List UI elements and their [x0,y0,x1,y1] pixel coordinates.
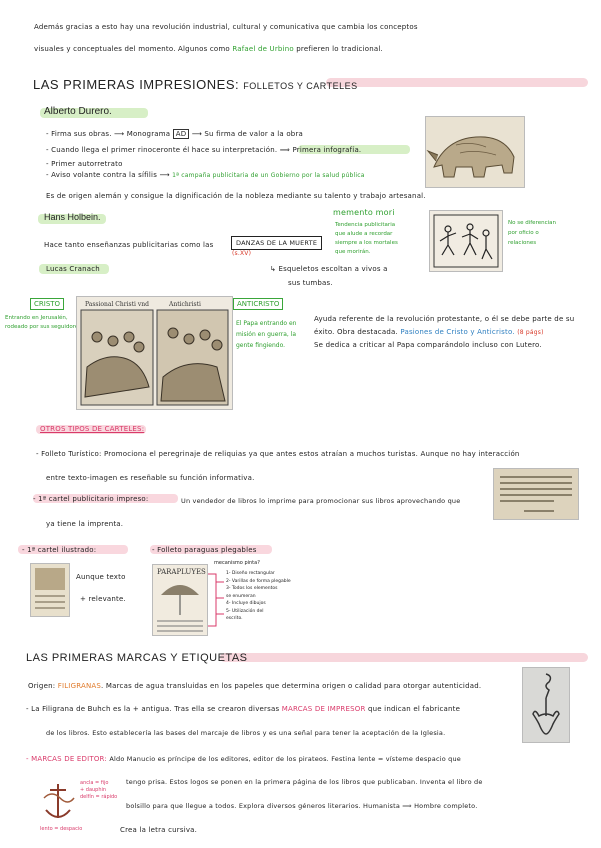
cartel-ilustrado-label: - 1ª cartel ilustrado: [22,546,97,554]
durero-b4-green: 1ª campaña publicitaria de un Gobierno por la salud pública [172,172,365,179]
editor-line-4: Crea la letra cursiva. [120,826,198,834]
origen-text: . Marcas de agua transluidas en los papeles que determina origen o calidad para otorgar autenticidad. [101,682,482,690]
anticristo-note-line: gente fingiendo. [236,342,286,349]
editor-text: Aldo Manucio es príncipe de los editores, editor de los pirateos. Festina lente = vísteme despacio que [109,755,462,763]
section1-title-sub: FOLLETOS Y CARTELES [243,81,358,91]
cartel1-text-2: ya tiene la imprenta. [46,520,124,528]
durero-bullet-4 [46,171,365,179]
rhinoceros-woodcut-image [425,116,525,188]
intro-highlight: Rafael de Urbino [232,45,294,53]
durero-name: Alberto Durero. [44,106,112,117]
woodcut-caption-right: Antichristi [169,301,201,308]
anchor-note: ancla = fijo [80,780,109,786]
cristo-note [5,314,81,332]
section1-title [33,77,358,92]
cranach-name: Lucas Cranach [46,265,100,273]
woodcut-caption-left: Passional Christi vnd [85,301,149,308]
anchor-note: + dauphin [80,787,107,793]
cristo-note-line: rodeado por sus seguidores [5,324,82,330]
filigrana-pink: MARCAS DE IMPRESOR [281,705,366,713]
origen-label: Origen: [28,682,56,690]
durero-bullet-2 [46,146,361,154]
ilustrado-note-2: + relevante. [80,595,126,603]
side-note-line: por oficio o [508,230,539,236]
anticristo-note-line: El Papa entrando en [236,320,297,327]
anticristo-label: ANTICRISTO [233,298,283,310]
cristo-label: CRISTO [30,298,64,310]
section2-title: LAS PRIMERAS MARCAS Y ETIQUETAS [26,652,248,664]
durero-b4-text: - Aviso volante contra la sífilis ⟶ [46,171,170,179]
editor-label: - MARCAS DE EDITOR: [26,755,107,763]
cranach-desc-3: Se dedica a criticar al Papa comparándolo incluso con Lutero. [314,341,542,349]
otros-title: OTROS TIPOS DE CARTELES: [40,425,145,433]
cranach-desc-2-text: éxito. Obra destacada. [314,328,398,336]
danza-muerte-image [429,210,503,272]
cartel1-label: - 1ª cartel publicitario impreso: [33,495,149,503]
editor-line-3: bolsillo para que llegue a todos. Explora diversos géneros literarios. Humanista ⟹ Hombre completo. [126,802,478,810]
folleto-turistico: - Folleto Turístico: Promociona el peregrinaje de reliquias ya que antes estos atraían a muchos turistas. Aunque no hay interacción [36,450,520,458]
memento-notes [335,221,398,257]
paraplueyes-poster-image [152,564,208,636]
cranach-desc-1: Ayuda referente de la revolución protestante, o él se debe parte de su [314,315,575,323]
editor-line-2: tengo prisa. Estos logos se ponen en la primera página de los libros que publicaban. Inventa el libro de [126,778,483,786]
paraguas-notes [226,570,291,623]
origen-highlight: FILIGRANAS [57,682,102,690]
memento-title: memento mori [333,208,395,217]
cranach-desc-2-highlight: Pasiones de Cristo y Anticristo. [400,328,515,336]
paraplueyes-caption: PARAPLUYES [157,568,206,576]
durero-b2-highlight: Primera infografía. [292,146,362,154]
ilustrado-note-1: Aunque texto [76,573,126,581]
paraguas-note: 4- Incluye dibujos [226,601,266,606]
filigrana-end: que indican el fabricante [367,705,461,713]
cranach-desc-2 [314,328,544,336]
paraguas-note: escrito. [226,616,243,621]
durero-b1-end: ⟶ Su firma de valor a la obra [191,130,304,138]
memento-line: que morirán. [335,249,371,255]
holbein-text: Hace tanto enseñanzas publicitarias como las [44,241,214,249]
paraguas-bracket-icon [206,570,226,630]
origen-line [28,682,481,690]
passional-christi-woodcut-image [76,296,233,410]
section1-title-bar [326,78,588,87]
paraguas-note: se enumeran [226,593,256,599]
filigrana-line-1 [26,705,460,713]
durero-b2-text: - Cuando llega el primer rinoceronte él hace su interpretación. ⟹ [46,146,291,154]
caxton-advert-image [493,468,579,520]
bull-watermark-image [522,667,570,743]
section2-title-bar [220,653,588,662]
paraguas-sub: mecanismo pinta? [214,560,260,566]
paraguas-note: 5- Utilización del [226,608,264,614]
memento-line: que alude a recordar [335,231,393,237]
paraguas-label: - Folleto paraguas plegables [152,546,257,554]
durero-bullet-3: - Primer autorretrato [46,160,123,168]
anchor-note: delfín = rápido [80,794,118,800]
section1-title-main: LAS PRIMERAS IMPRESIONES: [33,77,240,92]
cranach-desc-2-pages: (8 págs) [517,329,544,336]
folleto-turistico-2: entre texto-imagen es reseñable su función informativa. [46,474,255,482]
durero-b1-text: - Firma sus obras. ⟶ Monograma [46,130,171,138]
paraguas-note: 1- Diseño rectangular [226,571,275,576]
anticristo-note [236,318,296,351]
memento-line: Tendencia publicitaria [335,222,396,228]
intro-line-2 [34,45,383,53]
holbein-side-note [508,218,556,248]
cristo-note-line: Entrando en Jerusalén, [5,315,68,321]
cartel1-text: Un vendedor de libros lo imprime para promocionar sus libros aprovechando que [181,497,461,505]
intro-line-2-end: prefieren lo tradicional. [296,45,383,53]
paraguas-note: 3- Todos los elementos [226,586,278,591]
paraguas-note: 2- Varillas de forma plegable [226,578,291,584]
danzas-muerte-box: DANZAS DE LA MUERTE [231,236,322,250]
filigrana-text: - La Filigrana de Buhch es la + antigua. Tras ella se crearon diversas [26,705,280,713]
ilustrado-poster-image [30,563,70,617]
durero-bullet-1 [46,130,303,138]
memento-line: siempre a los mortales [335,240,398,246]
editor-line-1 [26,755,461,763]
intro-line-2-text: visuales y conceptuales del momento. Algunos como [34,45,230,53]
anchor-note-bottom: lento = despacio [40,826,83,832]
side-note-line: No se diferencian [508,220,556,226]
anticristo-note-line: misión en guerra, la [236,331,297,338]
danzas-muerte-century: (s.XV) [232,250,252,257]
durero-summary: Es de origen alemán y consigue la dignificación de la nobleza mediante su talento y trabajo artesanal. [46,192,426,200]
side-note-line: relaciones [508,240,537,246]
anchor-notes [80,780,117,801]
monogram-icon: AD [173,129,190,139]
holbein-arrow-text: ↳ Esqueletos escoltan a vivos a [270,265,388,273]
holbein-name: Hans Holbein. [44,212,101,222]
filigrana-line-2: de los libros. Esto establecería las bases del marcaje de libros y es una señal para tener la aceptación de la Iglesia. [46,729,446,737]
anchor-dolphin-icon [38,780,78,824]
holbein-arrow-text-2: sus tumbas. [288,279,333,287]
intro-line-1: Además gracias a esto hay una revolución industrial, cultural y comunicativa que cambia los conceptos [34,23,418,31]
